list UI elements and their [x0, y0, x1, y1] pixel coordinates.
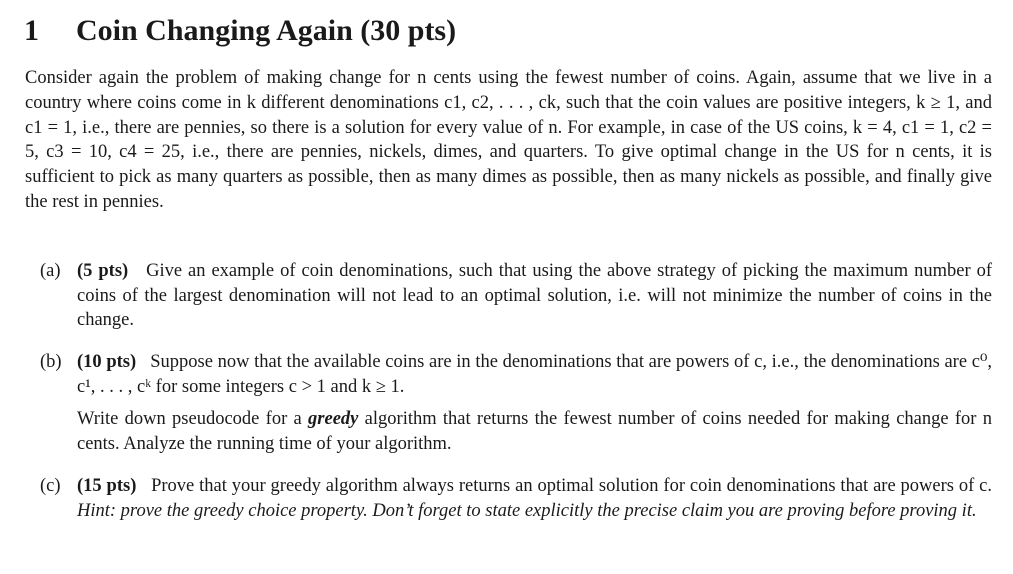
section-heading — [24, 12, 456, 50]
part-a — [25, 259, 992, 333]
part-b-text: Suppose now that the available coins are in the denominations that are powers of c, i.e., the denominations are c⁰, c¹, . . . , cᵏ for some integers c > 1 and k ≥ 1. — [77, 352, 992, 397]
part-a-text: Give an example of coin denominations, such that using the above strategy of picking the maximum number of coins of the largest denomination will not lead to an optimal solution, i.e. will not minimize the number of coins in the change. — [77, 261, 992, 330]
part-b-label: (b) — [40, 352, 62, 372]
section-number: 1 — [24, 14, 39, 47]
part-a-label: (a) — [40, 261, 61, 281]
part-c-text: Prove that your greedy algorithm always returns an optimal solution for coin denominations that are powers of c. — [151, 476, 993, 496]
part-c-hint: Hint: prove the greedy choice property. Don’t forget to state explicitly the precise claim you are proving before proving it. — [77, 500, 977, 521]
part-b-points: (10 pts) — [77, 352, 137, 372]
part-a-points: (5 pts) — [77, 261, 129, 281]
part-b — [25, 350, 992, 456]
section-title: Coin Changing Again (30 pts) — [76, 14, 457, 47]
part-b-text2-before: Write down pseudocode for a — [77, 409, 309, 429]
part-c-points: (15 pts) — [77, 476, 137, 496]
part-c-body — [77, 474, 992, 523]
part-a-body — [77, 259, 992, 333]
greedy-emphasis: greedy — [308, 409, 359, 429]
part-b-text2-after: algorithm that returns the fewest number of coins needed for making change for n cents. Analyze the running time of your algorithm. — [77, 409, 992, 454]
part-b-body — [77, 350, 992, 456]
intro-paragraph: Consider again the problem of making change for n cents using the fewest number of coins. Again, assume that we live in a country where coins come in k different denominations c1, c2, . . . , ck, such that the coin values are positive integers, k ≥ 1, and c1 = 1, i.e., there are pennies, so there is a solution for every value of n. For example, in case of the US coins, k = 4, c1 = 1, c2 = 5, c3 = 10, c4 = 25, i.e., there are pennies, nickels, dimes, and quarters. To give optimal change in the US for n cents, it is sufficient to pick as many quarters as possible, then as many dimes as possible, then as many nickels as possible, and finally give the rest in pennies. — [25, 68, 992, 212]
part-c — [25, 474, 992, 523]
part-c-label: (c) — [40, 476, 61, 496]
